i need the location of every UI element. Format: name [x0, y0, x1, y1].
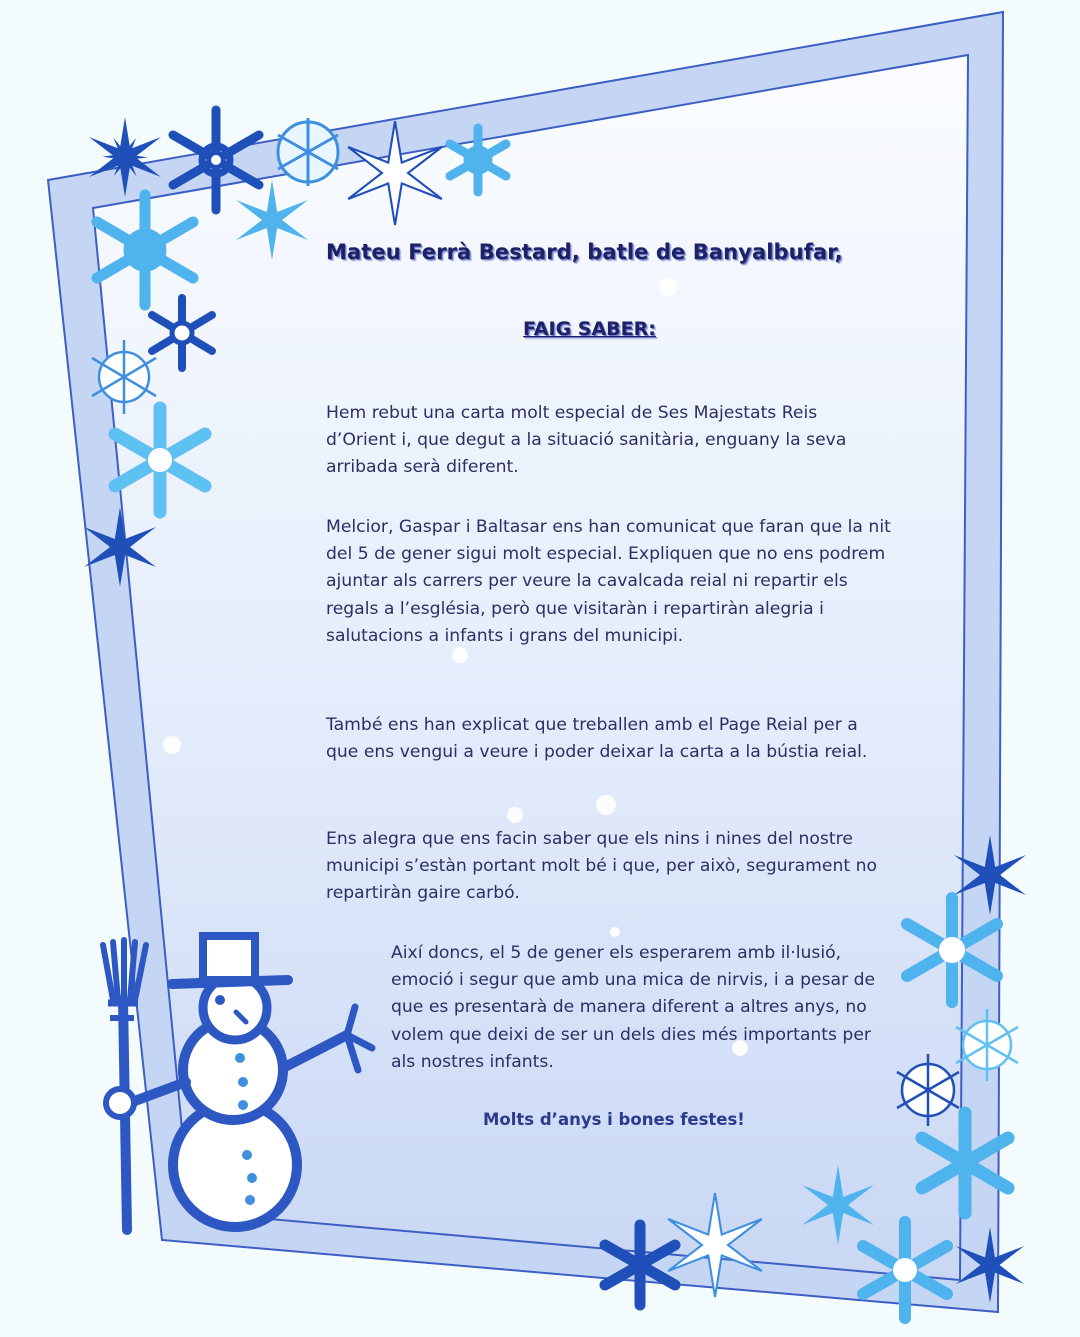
notice-title: Mateu Ferrà Bestard, batle de Banyalbufar, [326, 240, 843, 264]
broom-icon [103, 940, 146, 1230]
notice-paragraph: També ens han explicat que treballen amb el Page Reial per a que ens vengui a veure i poder deixar la carta a la bústia reial. [326, 715, 868, 763]
notice-paragraph: Melcior, Gaspar i Baltasar ens han comunicat que faran que la nit del 5 de gener sigui molt especial. Expliquen que no ens podrem ajuntar als carrers per veure la cavalcada reial ni repartir els regals a l’església, però que visitaràn i repartiràn alegria i salutacions a infants i grans del municipi. [326, 517, 891, 646]
notice-closing: Molts d’anys i bones festes! [483, 1110, 745, 1129]
notice-heading: FAIG SABER: [523, 318, 656, 340]
notice-paragraph: Així doncs, el 5 de gener els esperarem amb il·lusió, emoció i segur que amb una mica de nirvis, i a pesar de que es presentarà de manera diferent a altres anys, no volem que deixi de ser un dels dies més importants per als nostres infants. [391, 943, 876, 1072]
notice-paragraph: Ens alegra que ens facin saber que els nins i nines del nostre municipi s’estàn portant molt bé i que, per això, segurament no repartiràn gaire carbó. [326, 829, 877, 904]
notice-paragraph: Hem rebut una carta molt especial de Ses Majestats Reis d’Orient i, que degut a la situació sanitària, enguany la seva arribada serà diferent. [326, 403, 847, 478]
